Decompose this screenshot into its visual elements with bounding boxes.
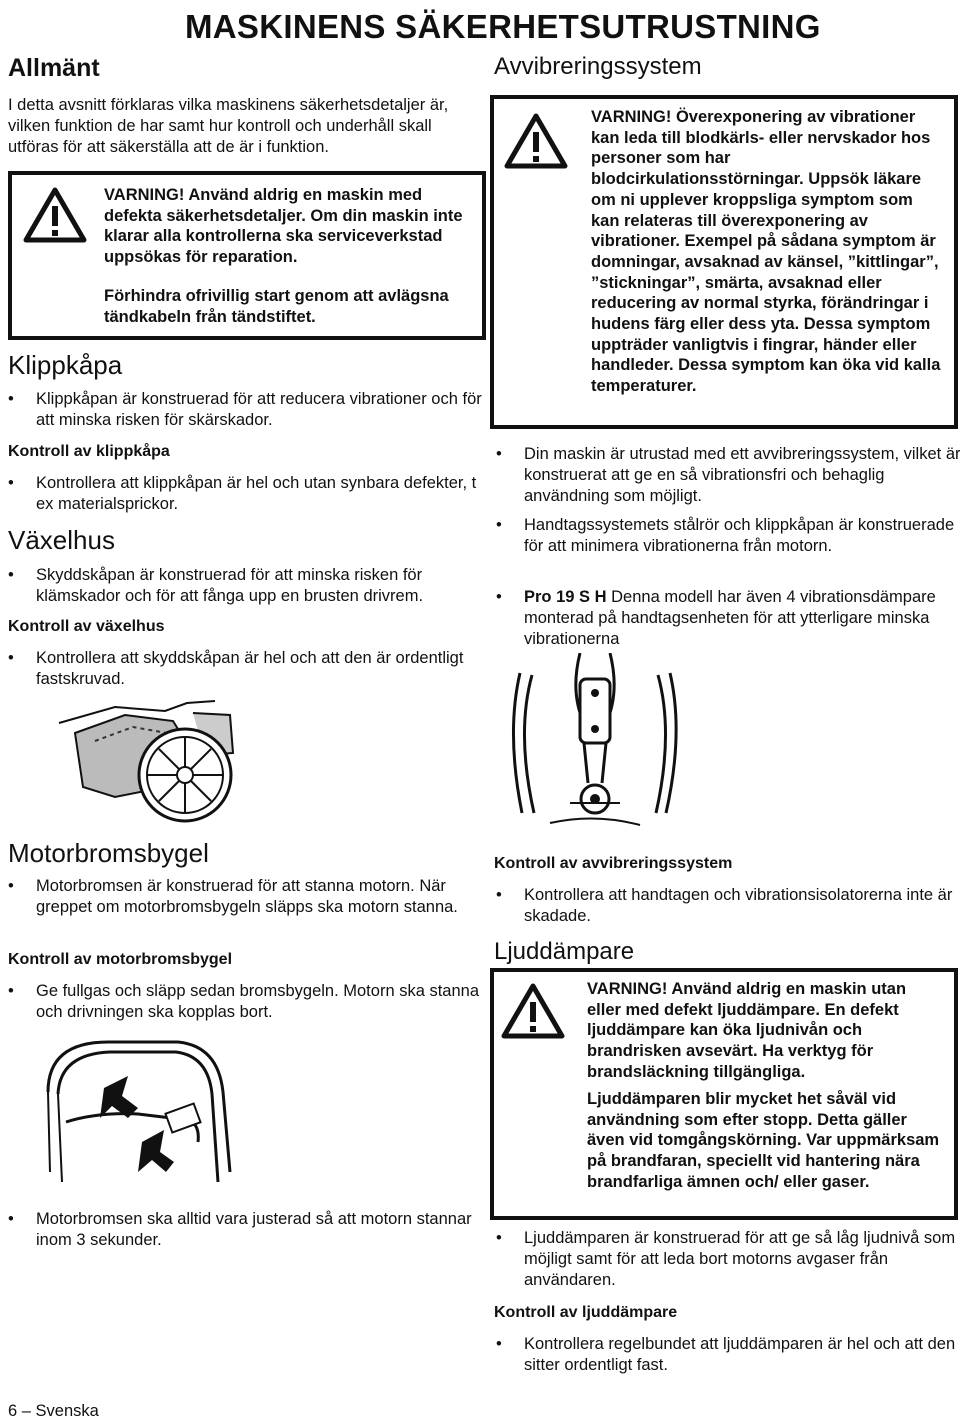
heading-kontroll-ljuddampare: Kontroll av ljuddämpare bbox=[494, 1304, 678, 1321]
bullet-avvibrering-1: • Din maskin är utrustad med ett avvibreringssystem, vilket är konstruerat att ge en så vibrationsfri och behaglig användning som möjligt. bbox=[494, 444, 960, 507]
allmant-text: I detta avsnitt förklaras vilka maskinens säkerhetsdetaljer är, vilken funktion de har samt hur kontroll och underhåll skall utföras för att säkerställa att de är i funktion. bbox=[8, 96, 449, 156]
bullet-motorbromsbygel-2: • Motorbromsen ska alltid vara justerad så att motorn stannar inom 3 sekunder. bbox=[6, 1209, 491, 1251]
warning-text-allmant-1: VARNING! Använd aldrig en maskin med defekta säkerhetsdetaljer. Om din maskin inte klarar alla kontrollerna ska serviceverkstad uppsökas för reparation. bbox=[104, 186, 463, 267]
bullet-kontroll-avvibrering: • Kontrollera att handtagen och vibrationsisolatorerna inte är skadade. bbox=[494, 885, 960, 927]
bullet-kontroll-motorbromsbygel: • Ge fullgas och släpp sedan bromsbygeln. Motorn ska stanna och drivningen ska kopplas bort. bbox=[6, 981, 491, 1023]
bullet-kontroll-klippkapa: • Kontrollera att klippkåpan är hel och utan synbara defekter, t ex materialsprickor. bbox=[6, 473, 491, 515]
warning-text-avvibrering: VARNING! Överexponering av vibrationer kan leda till blodkärls- eller nervskador hos personer som har blodcirkulationsstörningar. Uppsök läkare om ni upplever kroppsliga symptom som kan relateras till överexponering av vibrationer. Exempel på sådana symptom är domningar, avsaknad av känsel, ”kittlingar”, ”stickningar”, smärta, avsaknad eller reducering av normal styrka, förändringar i hudens färg eller dess yta. Dessa symptom uppträder vanligtvis i fingrar, händer eller handleder. Dessa symptom kan öka vid kalla temperaturer. bbox=[591, 108, 941, 396]
bullet-kontroll-vaxelhus: • Kontrollera att skyddskåpan är hel och att den är ordentligt fastskruvad. bbox=[6, 648, 491, 690]
heading-motorbromsbygel: Motorbromsbygel bbox=[8, 838, 209, 868]
heading-kontroll-motorbromsbygel: Kontroll av motorbromsbygel bbox=[8, 951, 233, 968]
bullet-avvibrering-3-text: Denna modell har även 4 vibrationsdämpare monterad på handtagsenheten för att ytterligare minska vibrationerna bbox=[524, 588, 936, 648]
bullet-ljuddampare: • Ljuddämparen är konstruerad för att ge så låg ljudnivå som möjligt samt för att leda bort motorns avgaser från användaren. bbox=[494, 1228, 960, 1291]
page-title: MASKINENS SÄKERHETSUTRUSTNING bbox=[185, 8, 821, 45]
bullet-avvibrering-3 bbox=[494, 587, 960, 650]
heading-ljuddampare: Ljuddämpare bbox=[494, 938, 635, 965]
warning-text-ljuddampare-2: Ljuddämparen blir mycket het såväl vid användning som efter stopp. Detta gäller även vid tomgångskörning. Var uppmärksam på brandfaran, speciellt vid hantering nära brandfarliga ämnen och/ eller gaser. bbox=[587, 1090, 940, 1191]
model-name: Pro 19 S H bbox=[524, 588, 607, 606]
bullet-avvibrering-2: • Handtagssystemets stålrör och klippkåpan är konstruerade för att minimera vibrationerna från motorn. bbox=[494, 515, 960, 557]
brake-handle-illustration bbox=[38, 1032, 248, 1192]
heading-klippkapa: Klippkåpa bbox=[8, 350, 123, 380]
warning-triangle-icon bbox=[22, 186, 88, 244]
page-footer: 6 – Svenska bbox=[8, 1402, 99, 1420]
heading-kontroll-avvibrering: Kontroll av avvibreringssystem bbox=[494, 855, 733, 872]
gear-housing-illustration bbox=[55, 693, 260, 828]
bullet-klippkapa: • Klippkåpan är konstruerad för att reducera vibrationer och för att minska risken för skärskador. bbox=[6, 389, 491, 431]
vibration-damper-illustration bbox=[510, 653, 680, 833]
heading-vaxelhus: Växelhus bbox=[8, 525, 115, 555]
heading-avvibreringssystem: Avvibreringssystem bbox=[494, 53, 702, 80]
heading-kontroll-vaxelhus: Kontroll av växelhus bbox=[8, 618, 165, 635]
warning-text-allmant-2: Förhindra ofrivillig start genom att avlägsna tändkabeln från tändstiftet. bbox=[104, 287, 449, 326]
bullet-kontroll-ljuddampare: • Kontrollera regelbundet att ljuddämparen är hel och att den sitter ordentligt fast. bbox=[494, 1334, 960, 1376]
bullet-vaxelhus: • Skyddskåpan är konstruerad för att minska risken för klämskador och för att fånga upp en brusten drivrem. bbox=[6, 565, 491, 607]
warning-text-ljuddampare-1: VARNING! Använd aldrig en maskin utan eller med defekt ljuddämpare. En defekt ljuddämpare kan öka ljudnivån och brandrisken avsevärt. Ha verktyg för brandsläckning tillgängliga. bbox=[587, 980, 907, 1081]
warning-triangle-icon bbox=[500, 982, 566, 1040]
bullet-motorbromsbygel: • Motorbromsen är konstruerad för att stanna motorn. När greppet om motorbromsbygeln släpps ska motorn stanna. bbox=[6, 876, 491, 918]
heading-kontroll-klippkapa: Kontroll av klippkåpa bbox=[8, 443, 170, 460]
heading-allmant: Allmänt bbox=[8, 54, 100, 82]
warning-triangle-icon bbox=[503, 112, 569, 170]
